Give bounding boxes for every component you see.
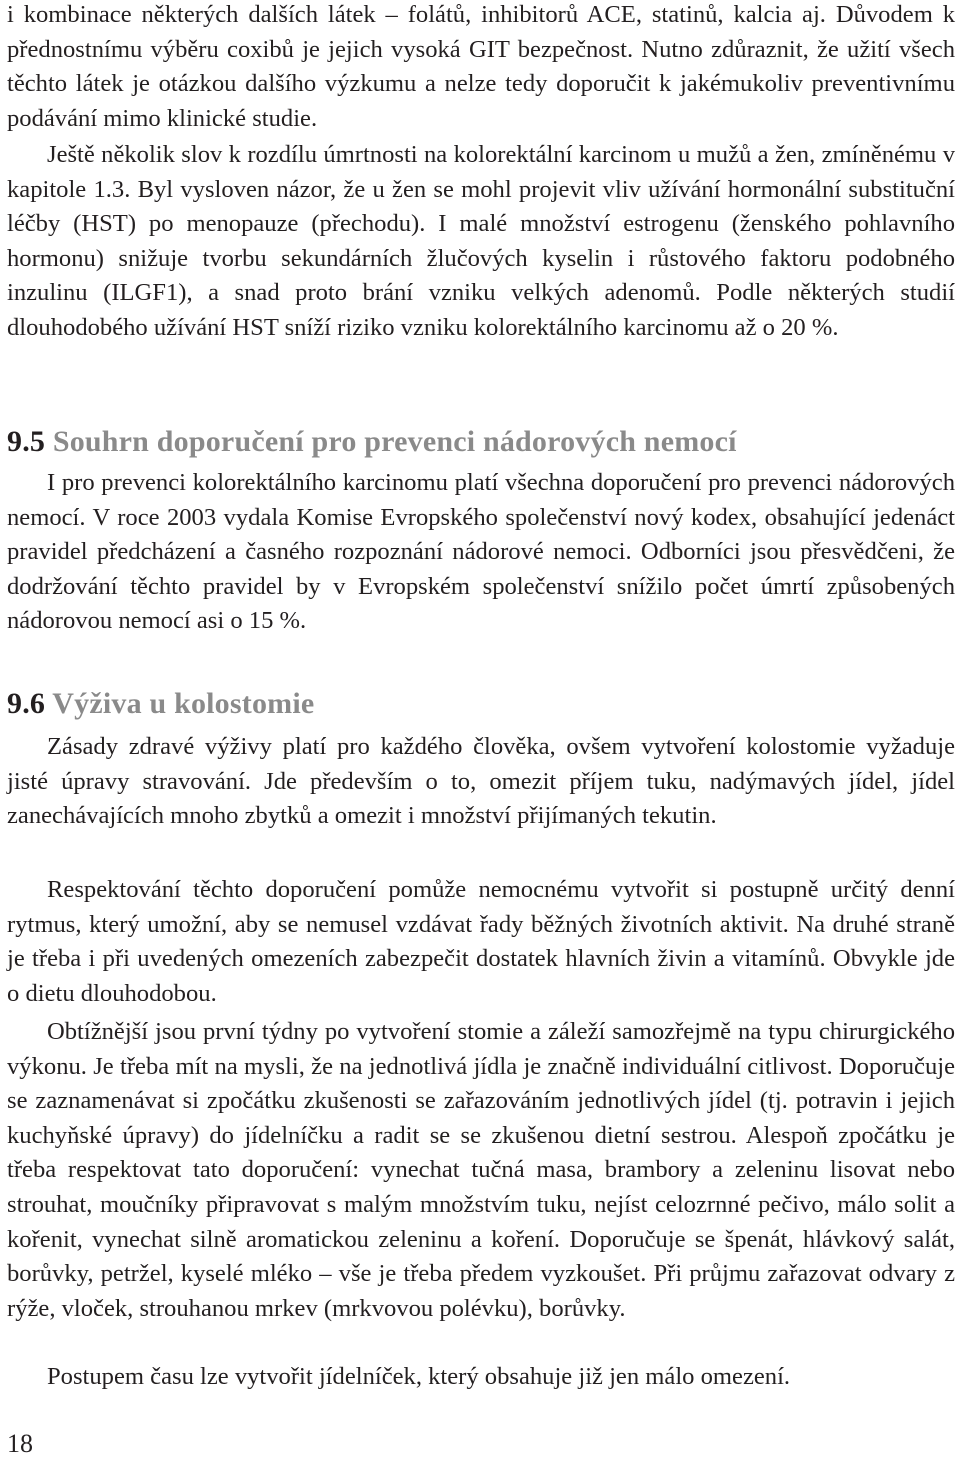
section-title: Souhrn doporučení pro prevenci nádorových nemocí xyxy=(52,425,737,458)
section-number: 9.6 xyxy=(7,687,53,720)
section-heading-9-6 xyxy=(7,686,955,722)
paragraph-continuation: i kombinace některých dalších látek – folátů, inhibitorů ACE, statinů, kalcia aj. Důvodem k přednostnímu výběru coxibů je jejich vysoká GIT bezpečnost. Nutno zdůraznit, že užití všech těchto látek je otázkou dalšího výzkumu a nelze tedy doporučit k jakémukoliv preventivnímu podávání mimo klinické studie. xyxy=(7,1,955,132)
paragraph-conclusion: Postupem času lze vytvořit jídelníček, který obsahuje již jen málo omezení. xyxy=(47,1363,791,1390)
section-number: 9.5 xyxy=(7,425,53,458)
paragraph-nutrition-basics: Zásady zdravé výživy platí pro každého člověka, ovšem vytvoření kolostomie vyžaduje jisté úpravy stravování. Jde především o to, omezit příjem tuku, nadýmavých jídel, jídel zanechávajících mnoho zbytků a omezit i množství přijímaných tekutin. xyxy=(7,733,955,830)
section-title: Výživa u kolostomie xyxy=(52,687,315,720)
paragraph-prevention-summary: I pro prevenci kolorektálního karcinomu platí všechna doporučení pro prevenci nádorových nemocí. V roce 2003 vydala Komise Evropského společenství nový kodex, obsahující jedenáct pravidel předcházení a časného rozpoznání nádorové nemoci. Odborníci jsou přesvědčeni, že dodržování těchto pravidel by v Evropském společenství snížilo počet úmrtí způsobených nádorovou nemocí asi o 15 %. xyxy=(7,469,955,635)
page-number: 18 xyxy=(7,1429,33,1458)
section-heading-9-5 xyxy=(7,424,955,460)
paragraph-mortality-difference: Ještě několik slov k rozdílu úmrtnosti na kolorektální karcinom u mužů a žen, zmíněnému v kapitole 1.3. Byl vysloven názor, že u žen se mohl projevit vliv užívání hormonální substituční léčby (HST) po menopauze (přechodu). I malé množství estrogenu (ženského pohlavního hormonu) snižuje tvorbu sekundárních žlučových kyselin i růstového faktoru podobného inzulinu (ILGF1), a snad proto brání vzniku velkých adenomů. Podle některých studií dlouhodobého užívání HST sníží riziko vzniku kolorektálního karcinomu až o 20 %. xyxy=(7,141,955,341)
paragraph-first-weeks: Obtížnější jsou první týdny po vytvoření stomie a záleží samozřejmě na typu chirurgického výkonu. Je třeba mít na mysli, že na jednotlivá jídla je značně individuální citlivost. Doporučuje se zaznamenávat si zpočátku zkušenosti se zařazováním jednotlivých jídel (tj. potravin i jejich kuchyňské úpravy) do jídelníčku a radit se se zkušenou dietní sestrou. Alespoň zpočátku je třeba respektovat tato doporučení: vynechat tučná masa, brambory a zeleninu lisovat nebo strouhat, moučníky připravovat s malým množstvím tuku, nejíst celozrnné pečivo, málo solit a kořenit, vynechat silně aromatickou zeleninu a koření. Doporučuje se špenát, hlávkový salát, borůvky, petržel, kyselé mléko – vše je třeba předem vyzkoušet. Při průjmu zařazovat odvary z rýže, vloček, strouhanou mrkev (mrkvovou polévku), borůvky. xyxy=(7,1018,955,1322)
paragraph-daily-rhythm: Respektování těchto doporučení pomůže nemocnému vytvořit si postupně určitý denní rytmus, který umožní, aby se nemusel vzdávat řady běžných životních aktivit. Na druhé straně je třeba i při uvedených omezeních zabezpečit dostatek hlavních živin a vitamínů. Obvykle jde o dietu dlouhodobou. xyxy=(7,876,955,1007)
